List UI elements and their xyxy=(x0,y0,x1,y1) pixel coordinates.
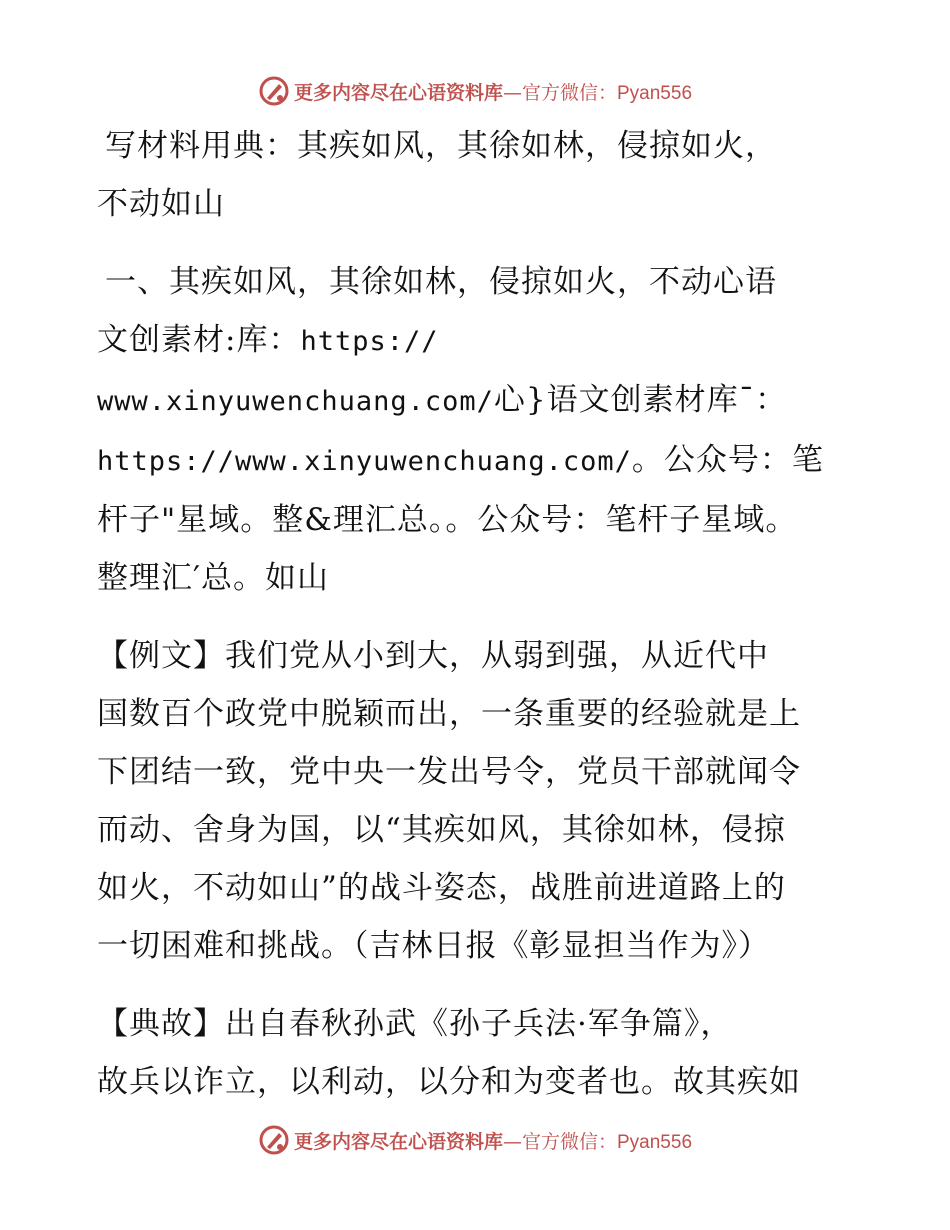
example-line-2: 国数百个政党中脱颖而出，一条重要的经验就是上 xyxy=(97,696,801,732)
watermark-official-label: 官方微信： xyxy=(521,81,617,104)
section1-line-1: 一、其疾如风，其徐如林，侵掠如火，不动心语 xyxy=(105,264,777,300)
pen-logo-icon xyxy=(258,75,290,107)
section1-url-prefix: https:// xyxy=(300,326,439,357)
example-line-6: 一切困难和挑战。（吉林日报《彰显担当作为》） xyxy=(97,928,770,964)
example-line-3: 下团结一致，党中央一发出号令，党员干部就闻令 xyxy=(97,754,801,790)
example-line-4: 而动、舍身为国，以“其疾如风，其徐如林，侵掠 xyxy=(97,812,786,848)
document-title-line-1: 写材料用典：其疾如风，其徐如林，侵掠如火， xyxy=(105,128,777,164)
watermark-text: 更多内容尽在心语资料库 xyxy=(293,1130,503,1153)
section1-line-4 xyxy=(97,431,857,491)
example-line-1: 【例文】我们党从小到大，从弱到强，从近代中 xyxy=(97,638,769,674)
section1-line-3-text: 心}语文创素材库¯： xyxy=(493,382,788,418)
section1-url-1: www.xinyuwenchuang.com/ xyxy=(97,386,494,417)
allusion-line-2: 故兵以诈立，以利动，以分和为变者也。故其疾如 xyxy=(97,1064,801,1100)
document-title-line-2: 不动如山 xyxy=(97,186,225,222)
pen-logo-icon xyxy=(258,1124,290,1156)
document-body xyxy=(97,117,857,1111)
watermark-dash: — xyxy=(502,81,522,104)
section1-line-6: 整理汇′总。如山 xyxy=(97,560,330,596)
section1-line-5: 杆子"星域。整&理汇总。。公众号：笔杆子星域。 xyxy=(97,502,798,538)
allusion-line-1: 【典故】出自春秋孙武《孙子兵法·军争篇》， xyxy=(97,1006,733,1042)
watermark-wechat-id: Pyan556 xyxy=(617,82,693,104)
watermark-official-label: 官方微信： xyxy=(521,1130,617,1153)
section1-line-2-text: 文创素材:库： xyxy=(97,322,301,358)
footer-watermark xyxy=(0,1120,950,1160)
section1-line-4-text: 。公众号：笔 xyxy=(631,442,824,478)
header-watermark xyxy=(0,71,950,111)
example-line-5: 如火，不动如山”的战斗姿态，战胜前进道路上的 xyxy=(97,870,786,906)
section1-line-3 xyxy=(97,371,857,431)
section1-line-2 xyxy=(97,311,857,371)
section1-url-2: https://www.xinyuwenchuang.com/ xyxy=(97,446,632,477)
watermark-wechat-id: Pyan556 xyxy=(617,1131,693,1153)
watermark-text: 更多内容尽在心语资料库 xyxy=(293,81,503,104)
watermark-dash: — xyxy=(502,1130,522,1153)
